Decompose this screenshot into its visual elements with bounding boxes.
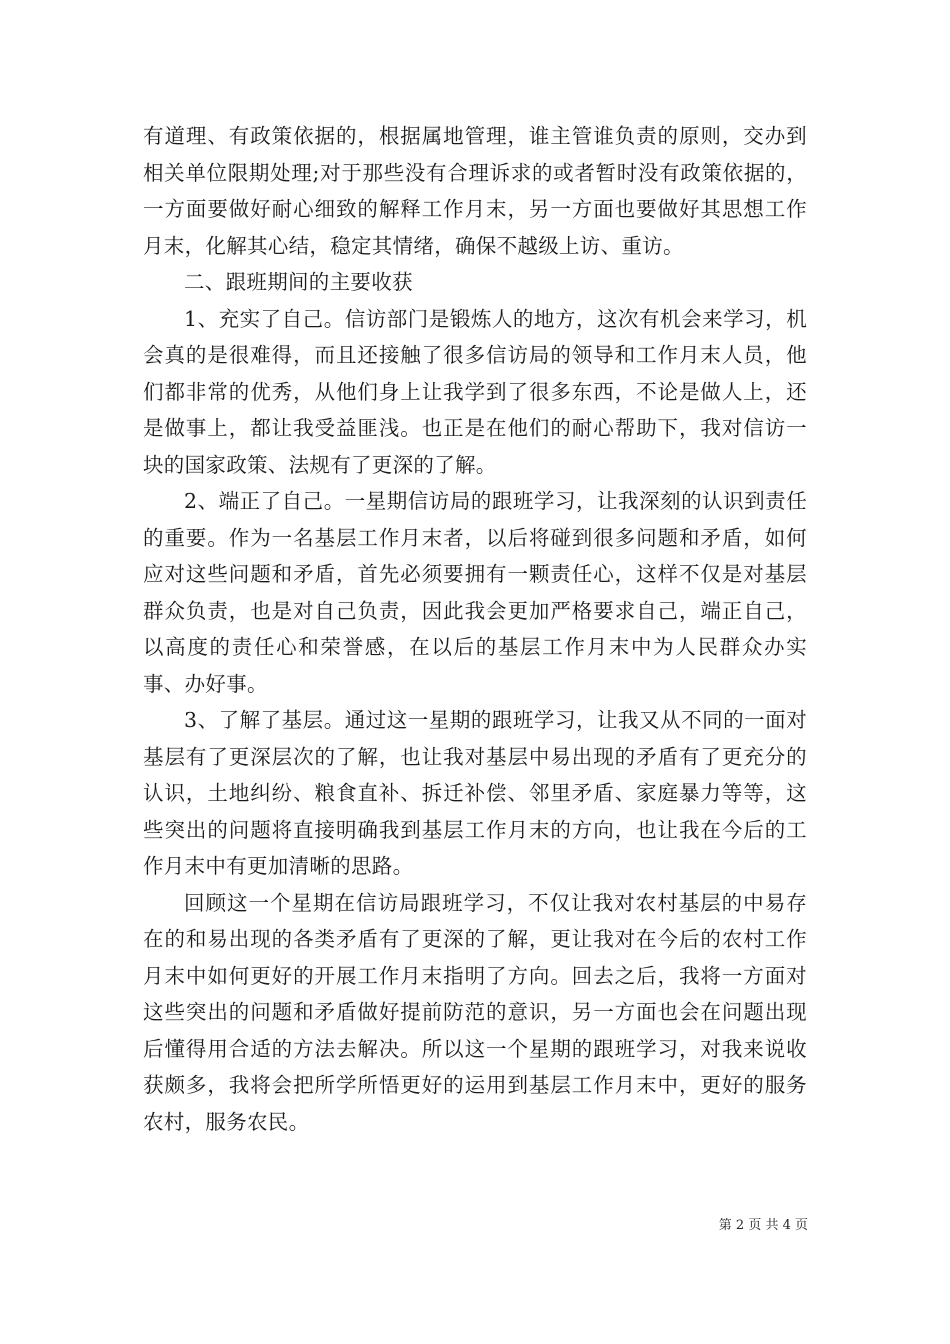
paragraph-continuation: 有道理、有政策依据的，根据属地管理，谁主管谁负责的原则，交办到相关单位限期处理;对于那些没有合理诉求的或者暂时没有政策依据的，一方面要做好耐心细致的解释工作月末，另一方面也要做好其思想工作月末，化解其心结，稳定其情绪，确保不越级上访、重访。: [143, 124, 807, 258]
document-body: [143, 118, 807, 1140]
paragraph-item-3: 3、了解了基层。通过这一星期的跟班学习，让我又从不同的一面对基层有了更深层次的了解，也让我对基层中易出现的矛盾有了更充分的认识，土地纠纷、粮食直补、拆迁补偿、邻里矛盾、家庭暴力等等，这些突出的问题将直接明确我到基层工作月末的方向，也让我在今后的工作月末中有更加清晰的思路。: [143, 708, 807, 878]
paragraph-item-2: 2、端正了自己。一星期信访局的跟班学习，让我深刻的认识到责任的重要。作为一名基层工作月末者，以后将碰到很多问题和矛盾，如何应对这些问题和矛盾，首先必须要拥有一颗责任心，这样不仅是对基层群众负责，也是对自己负责，因此我会更加严格要求自己，端正自己，以高度的责任心和荣誉感，在以后的基层工作月末中为人民群众办实事、办好事。: [143, 489, 807, 696]
paragraph-conclusion: 回顾这一个星期在信访局跟班学习，不仅让我对农村基层的中易存在的和易出现的各类矛盾有了更深的了解，更让我对在今后的农村工作月末中如何更好的开展工作月末指明了方向。回去之后，我将一方面对这些突出的问题和矛盾做好提前防范的意识，另一方面也会在问题出现后懂得用合适的方法去解决。所以这一个星期的跟班学习，对我来说收获颇多，我将会把所学所悟更好的运用到基层工作月末中，更好的服务农村，服务农民。: [143, 890, 807, 1134]
paragraph-item-1: 1、充实了自己。信访部门是锻炼人的地方，这次有机会来学习，机会真的是很难得，而且还接触了很多信访局的领导和工作月末人员，他们都非常的优秀，从他们身上让我学到了很多东西，不论是做人上，还是做事上，都让我受益匪浅。也正是在他们的耐心帮助下，我对信访一块的国家政策、法规有了更深的了解。: [143, 306, 807, 477]
page-number: 第 2 页 共 4 页: [718, 1218, 808, 1233]
section-heading: 二、跟班期间的主要收获: [184, 270, 413, 294]
